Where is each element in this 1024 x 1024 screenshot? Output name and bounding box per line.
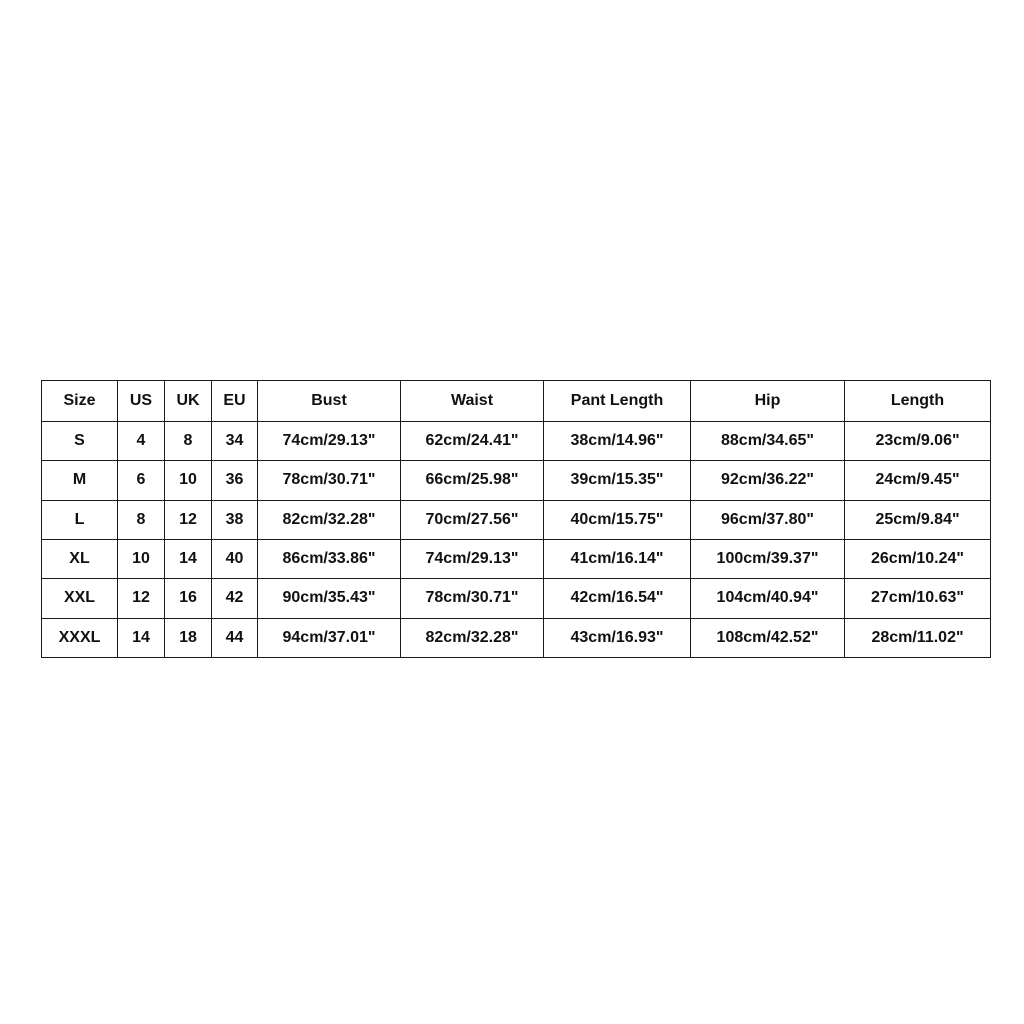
cell-length: 27cm/10.63" [845, 579, 991, 618]
cell-waist: 66cm/25.98" [401, 461, 544, 500]
cell-pant-length: 39cm/15.35" [544, 461, 691, 500]
cell-waist: 74cm/29.13" [401, 539, 544, 578]
cell-hip: 100cm/39.37" [691, 539, 845, 578]
cell-size: L [42, 500, 118, 539]
table-header-row [42, 381, 991, 422]
header-bust: Bust [258, 381, 401, 422]
header-us: US [118, 381, 165, 422]
cell-hip: 104cm/40.94" [691, 579, 845, 618]
cell-pant-length: 43cm/16.93" [544, 618, 691, 657]
cell-hip: 92cm/36.22" [691, 461, 845, 500]
cell-pant-length: 41cm/16.14" [544, 539, 691, 578]
cell-pant-length: 42cm/16.54" [544, 579, 691, 618]
cell-length: 25cm/9.84" [845, 500, 991, 539]
cell-eu: 40 [212, 539, 258, 578]
header-pant-length: Pant Length [544, 381, 691, 422]
cell-size: XL [42, 539, 118, 578]
cell-us: 10 [118, 539, 165, 578]
header-waist: Waist [401, 381, 544, 422]
cell-uk: 18 [165, 618, 212, 657]
cell-waist: 62cm/24.41" [401, 422, 544, 461]
header-hip: Hip [691, 381, 845, 422]
cell-eu: 42 [212, 579, 258, 618]
cell-bust: 94cm/37.01" [258, 618, 401, 657]
cell-size: XXL [42, 579, 118, 618]
cell-bust: 86cm/33.86" [258, 539, 401, 578]
size-chart-table [41, 380, 991, 658]
cell-us: 8 [118, 500, 165, 539]
cell-uk: 12 [165, 500, 212, 539]
table-row [42, 461, 991, 500]
cell-uk: 8 [165, 422, 212, 461]
table-row [42, 579, 991, 618]
header-uk: UK [165, 381, 212, 422]
cell-waist: 78cm/30.71" [401, 579, 544, 618]
cell-pant-length: 38cm/14.96" [544, 422, 691, 461]
cell-length: 26cm/10.24" [845, 539, 991, 578]
cell-length: 23cm/9.06" [845, 422, 991, 461]
header-length: Length [845, 381, 991, 422]
header-size: Size [42, 381, 118, 422]
table-row [42, 500, 991, 539]
cell-size: XXXL [42, 618, 118, 657]
cell-hip: 96cm/37.80" [691, 500, 845, 539]
cell-uk: 14 [165, 539, 212, 578]
cell-us: 4 [118, 422, 165, 461]
cell-length: 24cm/9.45" [845, 461, 991, 500]
cell-us: 6 [118, 461, 165, 500]
cell-waist: 82cm/32.28" [401, 618, 544, 657]
header-eu: EU [212, 381, 258, 422]
cell-size: M [42, 461, 118, 500]
cell-bust: 78cm/30.71" [258, 461, 401, 500]
cell-waist: 70cm/27.56" [401, 500, 544, 539]
cell-hip: 108cm/42.52" [691, 618, 845, 657]
cell-size: S [42, 422, 118, 461]
cell-bust: 90cm/35.43" [258, 579, 401, 618]
cell-hip: 88cm/34.65" [691, 422, 845, 461]
cell-uk: 16 [165, 579, 212, 618]
table-row [42, 539, 991, 578]
cell-eu: 44 [212, 618, 258, 657]
cell-uk: 10 [165, 461, 212, 500]
cell-bust: 82cm/32.28" [258, 500, 401, 539]
cell-us: 14 [118, 618, 165, 657]
cell-bust: 74cm/29.13" [258, 422, 401, 461]
cell-length: 28cm/11.02" [845, 618, 991, 657]
cell-eu: 38 [212, 500, 258, 539]
cell-pant-length: 40cm/15.75" [544, 500, 691, 539]
table-row [42, 618, 991, 657]
cell-us: 12 [118, 579, 165, 618]
cell-eu: 36 [212, 461, 258, 500]
cell-eu: 34 [212, 422, 258, 461]
table-row [42, 422, 991, 461]
